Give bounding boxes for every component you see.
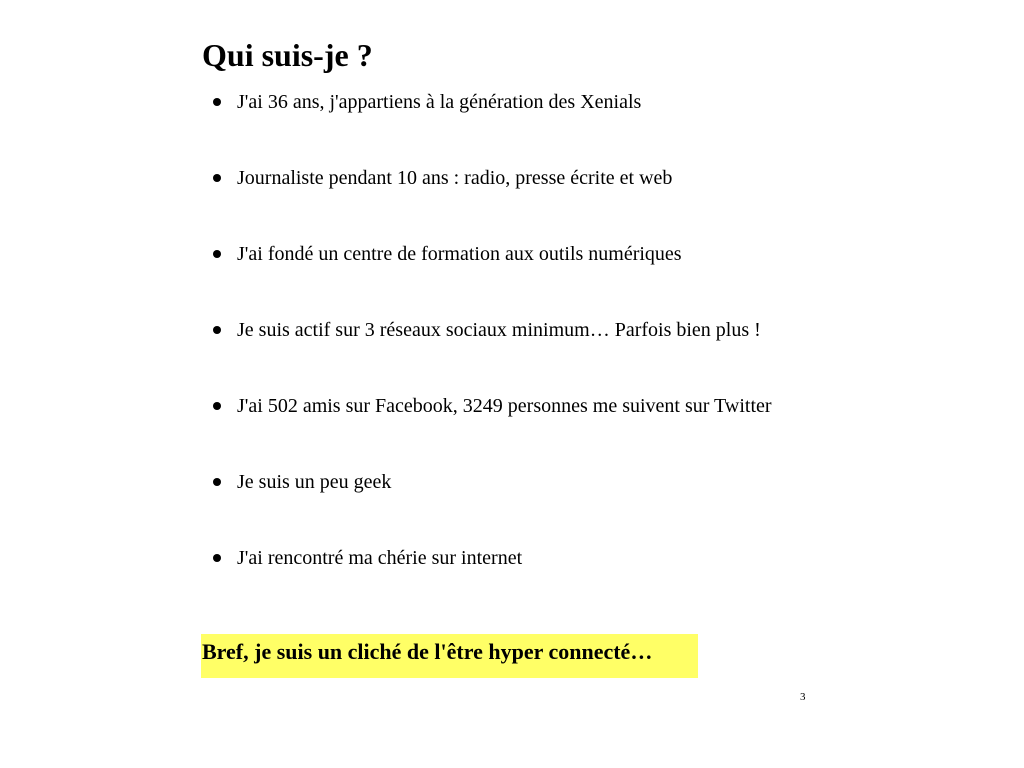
bullet-text: Je suis actif sur 3 réseaux sociaux minimum… Parfois bien plus ! [237,319,761,341]
bullet-dot-icon [213,402,221,410]
bullet-text: J'ai 502 amis sur Facebook, 3249 personnes me suivent sur Twitter [237,395,772,417]
bullet-text: J'ai fondé un centre de formation aux outils numériques [237,243,682,265]
bullet-text: Je suis un peu geek [237,471,392,493]
conclusion-highlight [201,634,698,678]
bullet-dot-icon [213,98,221,106]
bullet-dot-icon [213,250,221,258]
bullet-dot-icon [213,554,221,562]
slide-title: Qui suis-je ? [202,37,373,73]
conclusion-text: Bref, je suis un cliché de l'être hyper connecté… [202,639,653,664]
bullet-text: J'ai 36 ans, j'appartiens à la génération des Xenials [237,91,642,113]
bullet-dot-icon [213,326,221,334]
bullet-dot-icon [213,478,221,486]
bullet-dot-icon [213,174,221,182]
page-number: 3 [800,691,806,703]
bullet-text: Journaliste pendant 10 ans : radio, presse écrite et web [237,167,673,189]
bullet-text: J'ai rencontré ma chérie sur internet [237,547,523,569]
